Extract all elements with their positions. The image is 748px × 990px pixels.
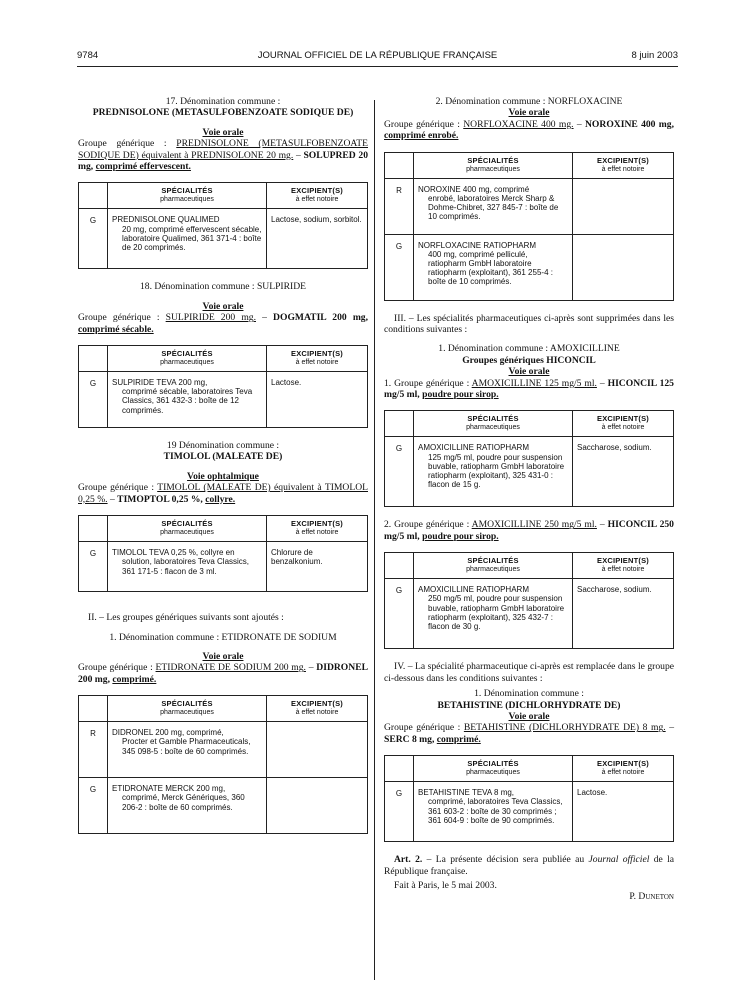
section-iii-route: Voie orale [508, 366, 550, 378]
spec-header: SPÉCIALITÉS pharmaceutiques [414, 756, 573, 782]
spec-header: SPÉCIALITÉS pharmaceutiques [108, 183, 267, 209]
section-2-group: Groupe générique : NORFLOXACINE 400 mg. – NOROXINE 400 mg, comprimé enrobé. [384, 118, 674, 142]
section-iv-group: Groupe générique : BETAHISTINE (DICHLORHYDRATE DE) 8 mg. – SERC 8 mg, comprimé. [384, 722, 674, 745]
section-iv-heading: 1. Dénomination commune : [474, 688, 584, 700]
spec-header: SPÉCIALITÉS pharmaceutiques [414, 411, 573, 437]
section-17-heading: 17. Dénomination commune : [165, 96, 281, 107]
section-ii-group: Groupe générique : ETIDRONATE DE SODIUM 200 mg. – DIDRONEL 200 mg, comprimé. [78, 662, 368, 685]
exc-header: EXCIPIENT(S) à effet notoire [267, 346, 368, 372]
column-divider [374, 100, 375, 980]
section-iii-group-2: 2. Groupe générique : AMOXICILLINE 250 mg/5 ml. – HICONCIL 250 mg/5 ml, poudre pour sirop. [384, 519, 674, 542]
section-ii-intro: II. – Les groupes génériques suivants sont ajoutés : [88, 612, 284, 624]
table-row: G AMOXICILLINE RATIOPHARM 250 mg/5 ml, poudre pour suspension buvable, ratiopharm GmbH laboratoire ratiopharm (exploitant), 325 432-7 : flacon de 30 g. Saccharose, sodium. [385, 579, 674, 649]
exc-header: EXCIPIENT(S) à effet notoire [573, 553, 674, 579]
section-17-group: Groupe générique : PREDNISOLONE (METASULFOBENZOATE SODIQUE DE) équivalent à PREDNISOLONE 20 mg. – SOLUPRED 20 mg, comprimé effervescent. [78, 138, 369, 173]
section-ii-route: Voie orale [202, 650, 244, 662]
table-row: G BETAHISTINE TEVA 8 mg, comprimé, laboratoires Teva Classics, 361 603-2 : boîte de 30 comprimés ; 361 604-9 : boîte de 90 comprimés. Lactose. [385, 782, 674, 842]
place-date: Fait à Paris, le 5 mai 2003. [394, 879, 497, 891]
exc-header: EXCIPIENT(S) à effet notoire [573, 756, 674, 782]
section-ii-heading: 1. Dénomination commune : ETIDRONATE DE SODIUM [109, 631, 337, 643]
code-header [385, 553, 414, 579]
section-17-table [78, 182, 368, 269]
right-column [384, 96, 674, 903]
section-ii-table [78, 695, 368, 834]
exc-header: EXCIPIENT(S) à effet notoire [267, 696, 368, 722]
table-row: G PREDNISOLONE QUALIMED 20 mg, comprimé effervescent sécable, laboratoire Qualimed, 361 371-4 : boîte de 20 comprimés. Lactose, sodium, sorbitol. [79, 209, 368, 269]
code-header [385, 152, 414, 178]
section-18-group: Groupe générique : SULPIRIDE 200 mg. – DOGMATIL 200 mg, comprimé sécable. [78, 312, 369, 335]
exc-header: EXCIPIENT(S) à effet notoire [267, 516, 368, 542]
section-iv-route: Voie orale [508, 710, 550, 722]
section-iii-subheading: Groupes génériques HICONCIL [462, 354, 596, 366]
code-header [79, 346, 108, 372]
section-iii-intro: III. – Les spécialités pharmaceutiques ci-après sont supprimées dans les conditions suivantes : [384, 312, 674, 336]
issue-date: 8 juin 2003 [631, 50, 678, 61]
section-iv-intro: IV. – La spécialité pharmaceutique ci-après est remplacée dans le groupe ci-dessous dans les conditions suivantes : [384, 661, 674, 684]
spec-header: SPÉCIALITÉS pharmaceutiques [414, 553, 573, 579]
code-header [79, 516, 108, 542]
section-17-name: PREDNISOLONE (METASULFOBENZOATE SODIQUE DE) [92, 107, 354, 119]
section-iii-group-1: 1. Groupe générique : AMOXICILLINE 125 mg/5 ml. – HICONCIL 125 mg/5 ml, poudre pour sirop. [384, 377, 674, 401]
section-iii-table-2 [384, 552, 674, 649]
left-column [78, 96, 368, 846]
section-iii-table-1 [384, 410, 674, 507]
code-header [79, 696, 108, 722]
section-iv-name: BETAHISTINE (DICHLORHYDRATE DE) [437, 699, 621, 711]
spec-header: SPÉCIALITÉS pharmaceutiques [414, 152, 573, 178]
section-19-group: Groupe générique : TIMOLOL (MALEATE DE) équivalent à TIMOLOL 0,25 %. – TIMOPTOL 0,25 %, collyre. [78, 482, 368, 505]
table-row: R DIDRONEL 200 mg, comprimé, Procter et Gamble Pharmaceuticals, 345 098-5 : boîte de 60 comprimés. [79, 722, 368, 778]
exc-header: EXCIPIENT(S) à effet notoire [267, 183, 368, 209]
section-18-table [78, 345, 368, 428]
code-header [385, 756, 414, 782]
section-iv-table [384, 755, 674, 842]
spec-header: SPÉCIALITÉS pharmaceutiques [108, 696, 267, 722]
section-17-route: Voie orale [202, 126, 244, 138]
spec-header: SPÉCIALITÉS pharmaceutiques [108, 346, 267, 372]
section-19-route: Voie ophtalmique [187, 470, 259, 482]
table-row: G SULPIRIDE TEVA 200 mg, comprimé sécable, laboratoires Teva Classics, 361 432-3 : boîte de 12 comprimés. Lactose. [79, 372, 368, 428]
page-header [77, 50, 678, 64]
table-row: R NOROXINE 400 mg, comprimé enrobé, laboratoires Merck Sharp & Dohme-Chibret, 327 845-7 : boîte de 10 comprimés. [385, 178, 674, 234]
section-18-route: Voie orale [202, 300, 244, 312]
section-18-heading: 18. Dénomination commune : SULPIRIDE [139, 281, 306, 293]
table-row: G AMOXICILLINE RATIOPHARM 125 mg/5 ml, poudre pour suspension buvable, ratiopharm GmbH laboratoire ratiopharm (exploitant), 325 431-0 : flacon de 15 g. Saccharose, sodium. [385, 437, 674, 507]
code-header [79, 183, 108, 209]
section-2-route: Voie orale [508, 107, 550, 119]
page-number: 9784 [77, 50, 99, 61]
section-19-heading: 19 Dénomination commune : [166, 440, 280, 452]
section-19-name: TIMOLOL (MALEATE DE) [163, 451, 283, 463]
section-2-heading: 2. Dénomination commune : NORFLOXACINE [435, 96, 623, 107]
section-2-table [384, 152, 674, 301]
section-iii-heading: 1. Dénomination commune : AMOXICILLINE [438, 343, 620, 355]
article-2: Art. 2. – La présente décision sera publiée au Journal officiel de la République française. [384, 854, 675, 877]
signature: P. Duneton [629, 891, 674, 903]
spec-header: SPÉCIALITÉS pharmaceutiques [108, 516, 267, 542]
exc-header: EXCIPIENT(S) à effet notoire [573, 152, 674, 178]
header-rule [77, 66, 678, 67]
table-row: G NORFLOXACINE RATIOPHARM 400 mg, comprimé pelliculé, ratiopharm GmbH laboratoire ratiopharm (exploitant), 361 255-4 : boîte de 10 comprimés. [385, 234, 674, 300]
table-row: G TIMOLOL TEVA 0,25 %, collyre en solution, laboratoires Teva Classics, 361 171-5 : flacon de 3 ml. Chlorure de benzalkonium. [79, 542, 368, 592]
journal-title: JOURNAL OFFICIEL DE LA RÉPUBLIQUE FRANÇAISE [257, 50, 498, 61]
section-19-table [78, 515, 368, 592]
exc-header: EXCIPIENT(S) à effet notoire [573, 411, 674, 437]
code-header [385, 411, 414, 437]
table-row: G ETIDRONATE MERCK 200 mg, comprimé, Merck Génériques, 360 206-2 : boîte de 60 comprimés. [79, 778, 368, 834]
